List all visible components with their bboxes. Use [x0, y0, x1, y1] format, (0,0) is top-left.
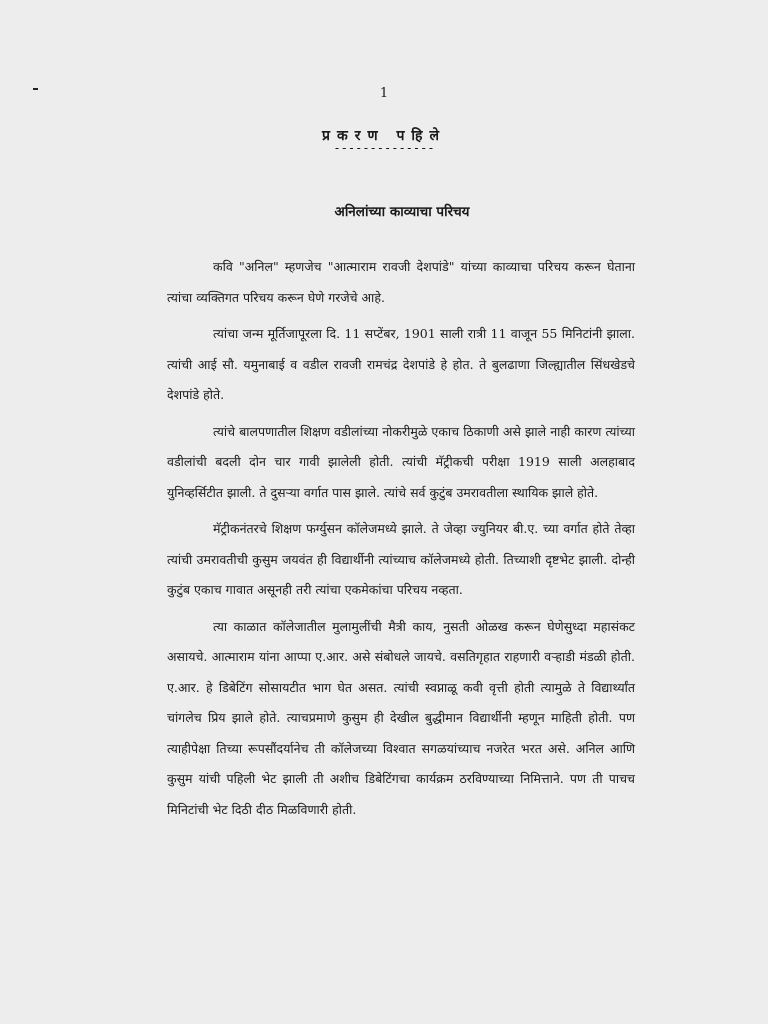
paragraph: त्यांचे बालपणातील शिक्षण वडीलांच्या नोकरीमुळे एकाच ठिकाणी असे झाले नाही कारण त्यांच्या वडीलांची बदली दोन चार गावी झालेली होती. त्यांची मॅट्रीकची परीक्षा 1919 साली अलहाबाद युनिव्हर्सिटीत झाली. ते दुसऱ्या वर्गात पास झाले. त्यांचे सर्व कुटुंब उमरावतीला स्थायिक झाले होते. [167, 423, 635, 500]
chapter-underline: -------------- [333, 141, 435, 155]
paragraph: मॅट्रीकनंतरचे शिक्षण फर्ग्युसन कॉलेजमध्ये झाले. ते जेव्हा ज्युनियर बी.ए. च्या वर्गात होते तेव्हा त्यांची उमरावतीची कुसुम जयवंत ही विद्यार्थीनी त्यांच्याच कॉलेजमध्ये होती. तिच्याशी दृष्टभेट झाली. दोन्ही कुटुंब एकाच गावात असूनही तरी त्यांचा एकमेकांचा परिचय नव्हता. [167, 521, 635, 597]
chapter-heading: प्रकरण पहिले [322, 128, 446, 144]
paragraph: त्या काळात कॉलेजातील मुलामुलींची मैत्री काय, नुसती ओळख करून घेणेसुध्दा महासंकट असायचे. आत्माराम यांना आप्पा ए.आर. असे संबोधले जायचे. वसतिगृहात राहणारी वऱ्हाडी मंडळी होती. ए.आर. हे डिबेटिंग सोसायटीत भाग घेत असत. त्यांची स्वप्नाळू कवी वृत्ती होती त्यामुळे ते विद्यार्थ्यांत चांगलेच प्रिय झाले होते. त्याचप्रमाणे कुसुम ही देखील बुद्धीमान विद्यार्थीनी म्हणून माहिती होती. पण त्याहीपेक्षा तिच्या रूपसौंदर्यानेच ती कॉलेजच्या विश्वात सगळयांच्याच नजरेत भरत असे. अनिल आणि कुसुम यांची पहिली भेट झाली ती अशीच डिबेटिंगचा कार्यक्रम ठरविण्याच्या निमित्ताने. पण ती पाचच मिनिटांची भेट दिठी दीठ मिळविणारी होती. [167, 618, 635, 817]
paragraph: कवि "अनिल" म्हणजेच "आत्माराम रावजी देशपांडे" यांच्या काव्याचा परिचय करून घेताना त्यांचा व्यक्तिगत परिचय करून घेणे गरजेचे आहे. [167, 259, 635, 305]
paragraph: त्यांचा जन्म मूर्तिजापूरला दि. 11 सप्टेंबर, 1901 साली रात्री 11 वाजून 55 मिनिटांनी झाला. त्यांची आई सौ. यमुनाबाई व वडील रावजी रामचंद्र देशपांडे हे होत. ते बुलढाणा जिल्ह्यातील सिंधखेडचे देशपांडे होते. [167, 326, 635, 402]
body-text [167, 252, 635, 831]
section-title: अनिलांच्या काव्याचा परिचय [334, 204, 470, 220]
page-number: 1 [379, 86, 389, 101]
